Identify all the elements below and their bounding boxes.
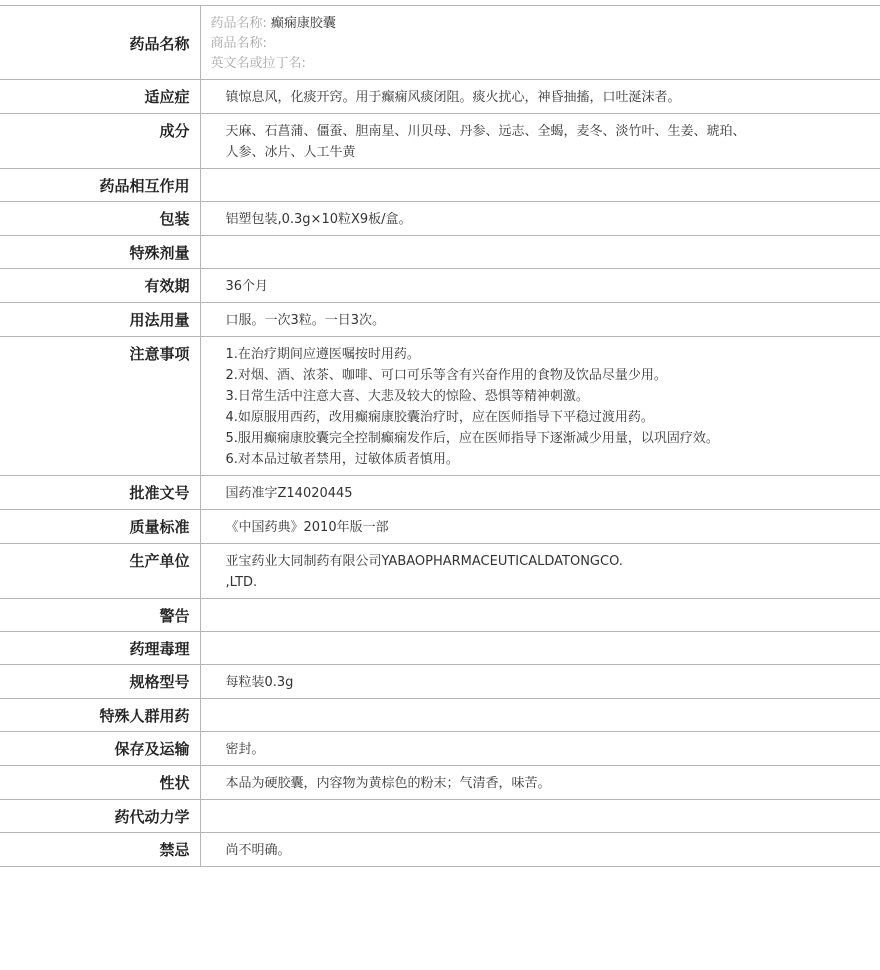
row-label: 特殊人群用药 [99,707,190,725]
row-label-drug-name: 药品名称 [129,35,190,53]
row-value-line: 4.如原服用西药，改用癫痫康胶囊治疗时，应在医师指导下平稳过渡用药。 [225,410,654,425]
row-value-line: 1.在治疗期间应遵医嘱按时用药。 [225,347,420,362]
value-cell [200,833,880,867]
generic-name-line [211,14,871,34]
english-name-line [211,54,871,74]
label-cell [0,169,200,202]
row-label: 包装 [159,210,190,228]
trade-name-key: 商品名称: [210,36,267,51]
label-cell [0,665,200,699]
row-label: 禁忌 [159,841,190,859]
value-cell [200,665,880,699]
trade-name-line [211,34,871,54]
value-cell [200,599,880,632]
row-value-line: 镇惊息风，化痰开窍。用于癫痫风痰闭阻。痰火扰心，神昏抽搐，口吐涎沫者。 [225,90,681,105]
table-row [0,80,880,114]
table-row [0,833,880,867]
label-cell [0,80,200,114]
label-cell [0,732,200,766]
table-row [0,632,880,665]
row-value-line: 36个月 [225,279,269,294]
label-cell [0,833,200,867]
row-value-line: 人参、冰片、人工牛黄 [225,145,356,160]
label-cell [0,337,200,476]
table-row [0,269,880,303]
row-value-line: 天麻、石菖蒲、僵蚕、胆南星、川贝母、丹参、远志、全蝎，麦冬、淡竹叶、生姜、琥珀、 [225,124,746,139]
row-label: 用法用量 [129,311,190,329]
value-cell [200,699,880,732]
row-label: 药理毒理 [129,640,190,658]
table-row [0,303,880,337]
value-cell [200,766,880,800]
value-cell [200,632,880,665]
row-label: 药品相互作用 [99,177,190,195]
value-cell [200,202,880,236]
generic-name-value: 癫痫康胶囊 [270,16,336,31]
row-value-line: 国药准字Z14020445 [225,486,353,501]
value-cell [200,169,880,202]
table-row [0,800,880,833]
table-row [0,665,880,699]
label-cell [0,800,200,833]
row-value-line: 6.对本品过敏者禁用，过敏体质者慎用。 [225,452,459,467]
label-cell [0,6,200,80]
table-row [0,169,880,202]
value-cell [200,303,880,337]
table-row [0,766,880,800]
value-cell [200,80,880,114]
label-cell [0,202,200,236]
label-cell [0,114,200,169]
value-cell [200,544,880,599]
table-row [0,510,880,544]
row-value-line: 5.服用癫痫康胶囊完全控制癫痫发作后，应在医师指导下逐渐减少用量，以巩固疗效。 [225,431,719,446]
row-value-line: 2.对烟、酒、浓茶、咖啡、可口可乐等含有兴奋作用的食物及饮品尽量少用。 [225,368,667,383]
row-value-line: 每粒装0.3g [225,675,294,690]
row-label: 批准文号 [129,484,190,502]
label-cell [0,599,200,632]
row-value-line: 亚宝药业大同制药有限公司YABAOPHARMACEUTICALDATONGCO. [225,554,623,569]
row-label: 成分 [159,122,190,140]
value-cell [200,114,880,169]
table-row [0,337,880,476]
value-cell [200,236,880,269]
row-value-line: 《中国药典》2010年版一部 [225,520,389,535]
row-value-line: 密封。 [225,742,265,757]
row-value-line: 尚不明确。 [225,843,291,858]
label-cell [0,766,200,800]
table-row [0,202,880,236]
row-label: 生产单位 [129,552,190,570]
row-label: 警告 [159,607,190,625]
table-row [0,476,880,510]
row-value-line: 铝塑包装,0.3g×10粒X9板/盒。 [225,212,412,227]
drug-info-table [0,5,880,867]
label-cell [0,476,200,510]
value-cell [200,800,880,833]
table-row [0,236,880,269]
table-row [0,544,880,599]
table-row [0,114,880,169]
row-value-line: 本品为硬胶囊，内容物为黄棕色的粉末；气清香，味苦。 [225,776,551,791]
english-name-key: 英文名或拉丁名: [210,56,306,71]
row-label: 规格型号 [129,673,190,691]
row-label: 性状 [159,774,190,792]
value-cell [200,6,880,80]
value-cell [200,269,880,303]
value-cell [200,510,880,544]
label-cell [0,699,200,732]
label-cell [0,269,200,303]
row-label: 保存及运输 [114,740,190,758]
row-label: 适应症 [144,88,190,106]
label-cell [0,303,200,337]
label-cell [0,236,200,269]
row-value-line: ,LTD. [225,575,258,590]
label-cell [0,632,200,665]
row-label: 特殊剂量 [129,244,190,262]
value-cell [200,337,880,476]
row-value-line: 3.日常生活中注意大喜、大悲及较大的惊险、恐惧等精神刺激。 [225,389,589,404]
label-cell [0,544,200,599]
table-row [0,699,880,732]
generic-name-key: 药品名称: [210,16,267,31]
row-label: 注意事项 [129,345,190,363]
drug-info-table-body [0,6,880,867]
row-value-line: 口服。一次3粒。一日3次。 [225,313,386,328]
row-label: 药代动力学 [114,808,190,826]
table-row [0,732,880,766]
row-label: 有效期 [144,277,190,295]
table-row [0,599,880,632]
table-row-drug-name [0,6,880,80]
value-cell [200,476,880,510]
value-cell [200,732,880,766]
row-label: 质量标准 [129,518,190,536]
label-cell [0,510,200,544]
